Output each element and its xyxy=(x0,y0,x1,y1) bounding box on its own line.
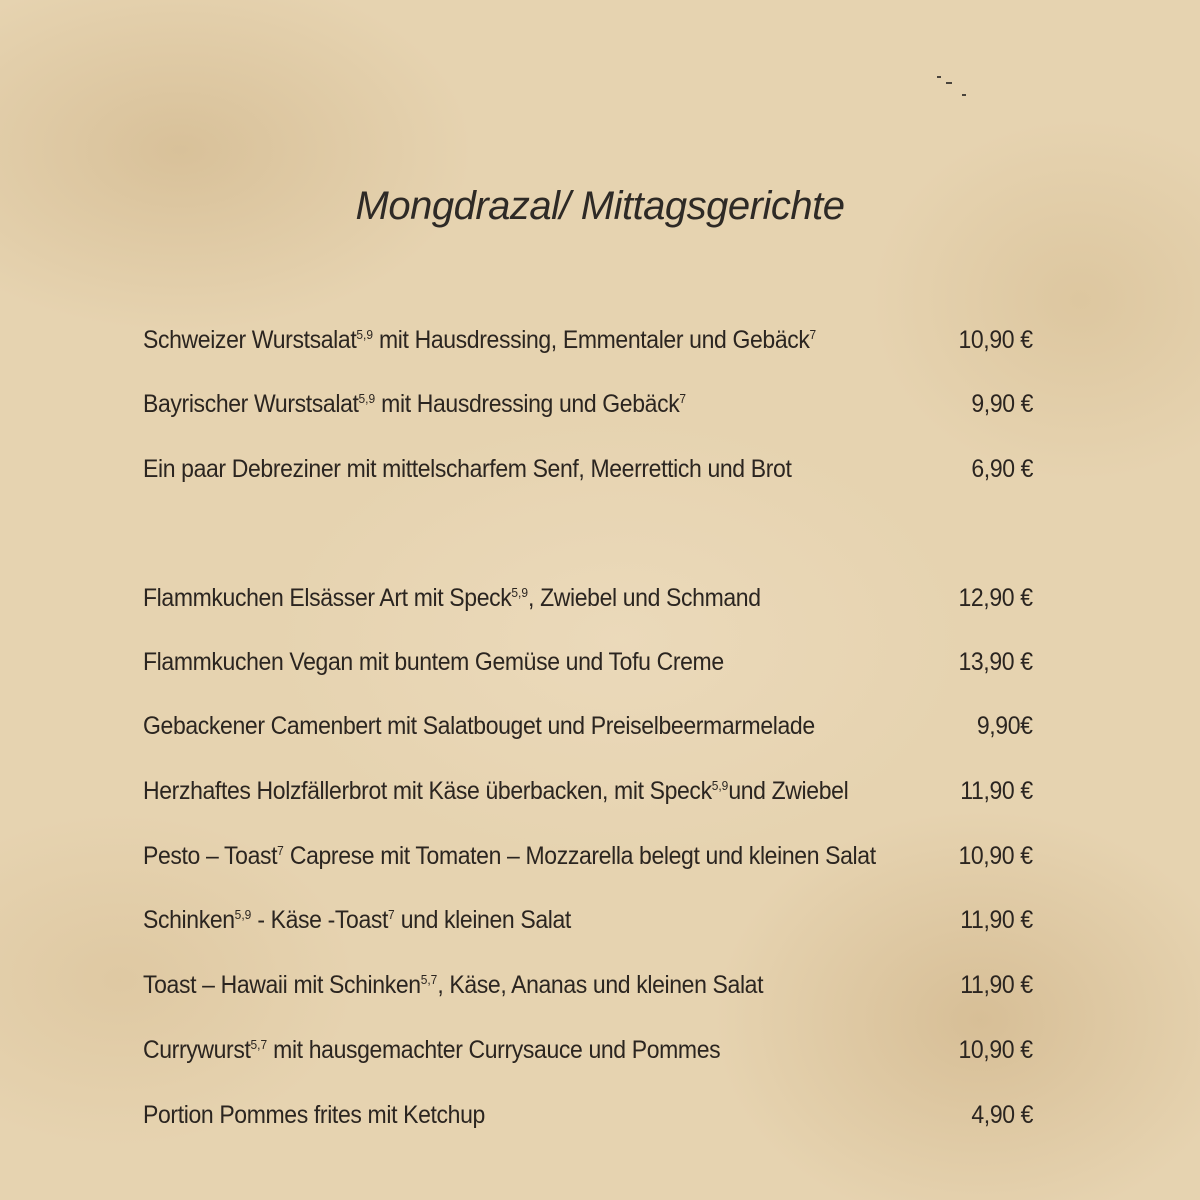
menu-item xyxy=(143,1101,1033,1137)
allergen-note: 7 xyxy=(809,327,817,342)
item-price: 11,90 € xyxy=(960,906,1033,934)
menu-item xyxy=(143,777,1033,813)
item-text: mit Hausdressing, Emmentaler und Gebäck xyxy=(372,326,810,354)
item-description xyxy=(143,390,686,419)
menu-item xyxy=(143,648,1033,684)
item-text: mit Hausdressing und Gebäck xyxy=(375,390,680,418)
allergen-note: 5,9 xyxy=(356,327,373,342)
menu-item xyxy=(143,1036,1033,1072)
item-text: Pesto – Toast xyxy=(143,842,278,870)
paper-speck xyxy=(962,94,966,96)
item-text: Caprese mit Tomaten – Mozzarella belegt und kleinen Salat xyxy=(283,842,876,870)
item-price: 12,90 € xyxy=(958,584,1033,612)
paper-speck xyxy=(937,76,941,78)
allergen-note: 5,9 xyxy=(358,391,376,406)
menu-item xyxy=(143,712,1033,748)
item-price: 4,90 € xyxy=(971,1101,1033,1129)
item-text: Portion Pommes frites mit Ketchup xyxy=(143,1101,485,1129)
item-description xyxy=(143,971,763,1000)
menu-item xyxy=(143,584,1033,620)
item-description xyxy=(143,842,876,871)
allergen-note: 5,9 xyxy=(711,778,729,793)
item-text: Toast – Hawaii mit Schinken xyxy=(143,971,421,999)
item-text: und kleinen Salat xyxy=(394,906,571,934)
allergen-note: 5,9 xyxy=(511,585,529,600)
menu-item xyxy=(143,906,1033,942)
item-price: 6,90 € xyxy=(971,455,1033,483)
menu-item xyxy=(143,455,1033,491)
item-description xyxy=(143,584,761,613)
item-price: 10,90 € xyxy=(958,326,1033,354)
item-text: , Käse, Ananas und kleinen Salat xyxy=(437,971,764,999)
item-price: 10,90 € xyxy=(958,1036,1033,1064)
allergen-note: 5,7 xyxy=(420,972,438,987)
menu-item xyxy=(143,390,1033,426)
item-text: Gebackener Camenbert mit Salatbouget und Preiselbeermarmelade xyxy=(143,712,815,740)
page-title: Mongdrazal/ Mittagsgerichte xyxy=(355,184,845,228)
item-description xyxy=(143,455,791,484)
item-price: 13,90 € xyxy=(958,648,1033,676)
allergen-note: 7 xyxy=(277,843,284,858)
item-description xyxy=(143,712,815,741)
item-text: und Zwiebel xyxy=(728,777,849,805)
item-text: mit hausgemachter Currysauce und Pommes xyxy=(267,1036,721,1064)
menu-item xyxy=(143,326,1033,362)
item-description xyxy=(143,326,816,355)
item-text: - Käse -Toast xyxy=(251,906,389,934)
item-price: 11,90 € xyxy=(960,777,1033,805)
item-description xyxy=(143,777,848,806)
paper-speck xyxy=(946,82,952,84)
item-text: Flammkuchen Vegan mit buntem Gemüse und Tofu Creme xyxy=(143,648,724,676)
allergen-note: 7 xyxy=(388,907,395,922)
item-text: Flammkuchen Elsässer Art mit Speck xyxy=(143,584,512,612)
item-text: , Zwiebel und Schmand xyxy=(528,584,761,612)
item-price: 10,90 € xyxy=(958,842,1033,870)
item-text: Currywurst xyxy=(143,1036,251,1064)
menu-item xyxy=(143,971,1033,1007)
allergen-note: 7 xyxy=(679,391,687,406)
item-text: Schinken xyxy=(143,906,235,934)
item-text: Schweizer Wurstsalat xyxy=(143,326,357,354)
item-description xyxy=(143,1036,720,1065)
item-price: 9,90 € xyxy=(971,390,1033,418)
item-price: 9,90€ xyxy=(977,712,1033,740)
item-text: Herzhaftes Holzfällerbrot mit Käse überbacken, mit Speck xyxy=(143,777,712,805)
item-price: 11,90 € xyxy=(960,971,1033,999)
allergen-note: 5,7 xyxy=(250,1037,268,1052)
item-text: Bayrischer Wurstsalat xyxy=(143,390,359,418)
menu-item xyxy=(143,842,1033,878)
item-description xyxy=(143,648,724,677)
item-text: Ein paar Debreziner mit mittelscharfem Senf, Meerrettich und Brot xyxy=(143,455,792,483)
item-description xyxy=(143,906,571,935)
item-description xyxy=(143,1101,485,1130)
allergen-note: 5,9 xyxy=(234,907,252,922)
